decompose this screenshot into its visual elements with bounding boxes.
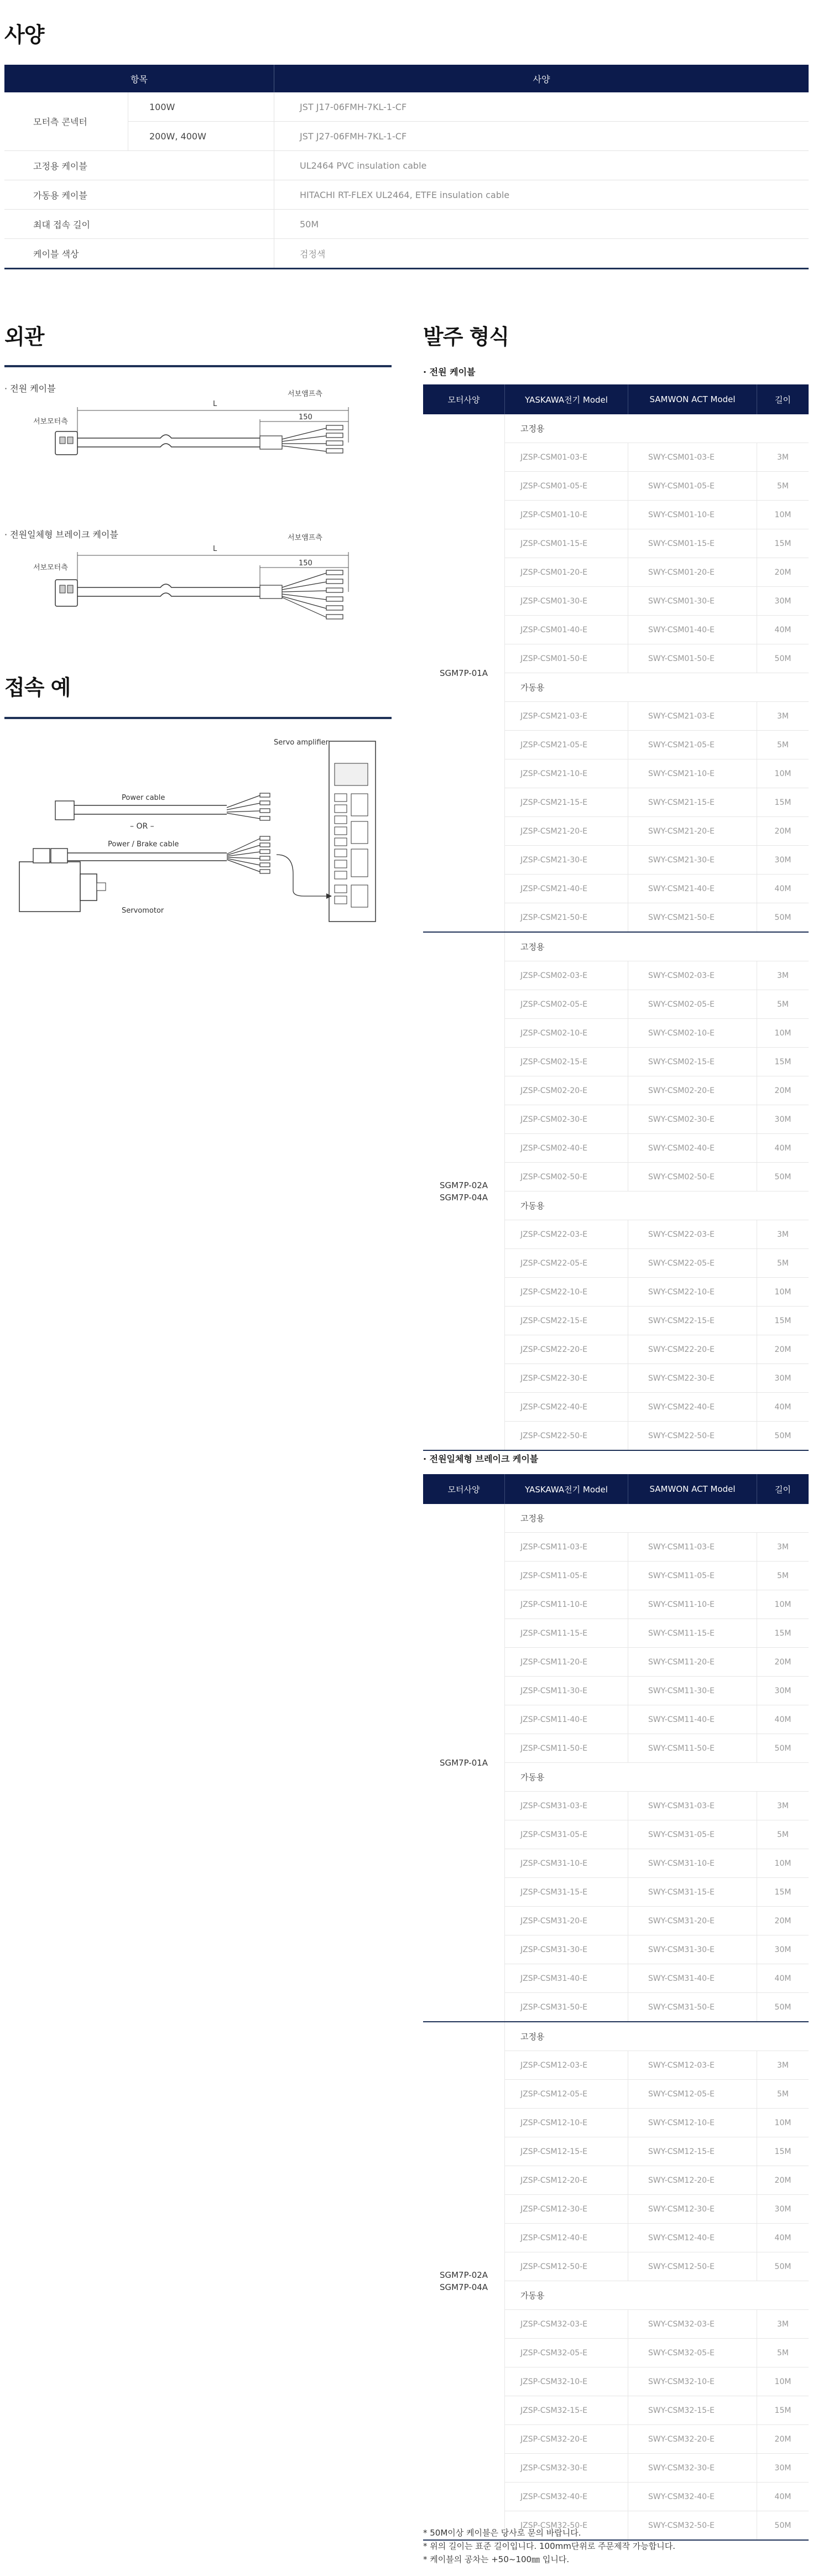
- length-cell: 40M: [757, 2483, 809, 2511]
- group-label: 고정용: [505, 1504, 809, 1533]
- order-brake-label: · 전원일체형 브레이크 케이블: [423, 1454, 539, 1464]
- spec-value: HITACHI RT-FLEX UL2464, ETFE insulation cable: [274, 180, 809, 210]
- yaskawa-model-cell: JZSP-CSM02-15-E: [505, 1048, 628, 1076]
- order-power-table: [423, 384, 809, 1451]
- group-label: 고정용: [505, 932, 809, 961]
- samwon-model-cell: SWY-CSM12-20-E: [628, 2166, 757, 2195]
- samwon-model-cell: SWY-CSM12-10-E: [628, 2109, 757, 2137]
- length-cell: 20M: [757, 1907, 809, 1935]
- samwon-model-cell: SWY-CSM21-03-E: [628, 702, 757, 731]
- table-row: [4, 151, 809, 180]
- table-row: [4, 239, 809, 269]
- table-row: [4, 210, 809, 239]
- yaskawa-model-cell: JZSP-CSM11-30-E: [505, 1677, 628, 1705]
- samwon-model-cell: SWY-CSM21-50-E: [628, 903, 757, 933]
- length-cell: 30M: [757, 2454, 809, 2483]
- samwon-model-cell: SWY-CSM31-15-E: [628, 1878, 757, 1907]
- spec-value: 검정색: [274, 239, 809, 269]
- length-cell: 20M: [757, 817, 809, 846]
- group-label: 가동용: [505, 1191, 809, 1220]
- yaskawa-model-cell: JZSP-CSM02-40-E: [505, 1134, 628, 1163]
- samwon-model-cell: SWY-CSM01-40-E: [628, 616, 757, 644]
- yaskawa-model-cell: JZSP-CSM21-20-E: [505, 817, 628, 846]
- power-cable-text: Power cable: [122, 794, 165, 802]
- power-brake-cable-text: Power / Brake cable: [108, 840, 179, 849]
- yaskawa-model-cell: JZSP-CSM31-05-E: [505, 1820, 628, 1849]
- yaskawa-model-cell: JZSP-CSM12-10-E: [505, 2109, 628, 2137]
- samwon-model-cell: SWY-CSM21-10-E: [628, 759, 757, 788]
- group-label: 고정용: [505, 414, 809, 443]
- group-label: 가동용: [505, 1763, 809, 1792]
- length-cell: 15M: [757, 1878, 809, 1907]
- group-row: [423, 932, 809, 961]
- group-label: 가동용: [505, 673, 809, 702]
- connection-rule: [4, 717, 392, 719]
- length-cell: 15M: [757, 1048, 809, 1076]
- yaskawa-model-cell: JZSP-CSM22-20-E: [505, 1335, 628, 1364]
- samwon-model-cell: SWY-CSM01-15-E: [628, 529, 757, 558]
- length-cell: 3M: [757, 1533, 809, 1562]
- length-cell: 40M: [757, 1393, 809, 1422]
- samwon-model-cell: SWY-CSM02-10-E: [628, 1019, 757, 1048]
- samwon-model-cell: SWY-CSM32-50-E: [628, 2511, 757, 2541]
- samwon-model-cell: SWY-CSM21-30-E: [628, 846, 757, 875]
- samwon-model-cell: SWY-CSM31-05-E: [628, 1820, 757, 1849]
- yaskawa-model-cell: JZSP-CSM11-03-E: [505, 1533, 628, 1562]
- spec-table: [4, 65, 809, 269]
- length-cell: 15M: [757, 529, 809, 558]
- note-2: * 위의 길이는 표준 길이입니다. 100mm단위로 주문제작 가능합니다.: [423, 2541, 676, 2551]
- order-title: 발주 형식: [423, 325, 509, 349]
- length-cell: 15M: [757, 1619, 809, 1648]
- yaskawa-model-cell: JZSP-CSM31-15-E: [505, 1878, 628, 1907]
- col-samwon: SAMWON ACT Model: [628, 1474, 757, 1504]
- samwon-model-cell: SWY-CSM01-05-E: [628, 472, 757, 501]
- yaskawa-model-cell: JZSP-CSM32-10-E: [505, 2367, 628, 2396]
- table-row: [4, 180, 809, 210]
- samwon-model-cell: SWY-CSM31-40-E: [628, 1964, 757, 1993]
- yaskawa-model-cell: JZSP-CSM01-30-E: [505, 587, 628, 616]
- length-cell: 5M: [757, 472, 809, 501]
- length-cell: 3M: [757, 2310, 809, 2339]
- length-cell: 10M: [757, 2367, 809, 2396]
- motor-spec-cell: SGM7P-02A SGM7P-04A: [423, 932, 505, 1450]
- samwon-model-cell: SWY-CSM02-20-E: [628, 1076, 757, 1105]
- samwon-model-cell: SWY-CSM22-40-E: [628, 1393, 757, 1422]
- samwon-model-cell: SWY-CSM32-20-E: [628, 2425, 757, 2454]
- samwon-model-cell: SWY-CSM21-05-E: [628, 731, 757, 759]
- length-cell: 40M: [757, 1134, 809, 1163]
- yaskawa-model-cell: JZSP-CSM11-50-E: [505, 1734, 628, 1763]
- yaskawa-model-cell: JZSP-CSM12-40-E: [505, 2224, 628, 2252]
- yaskawa-model-cell: JZSP-CSM01-10-E: [505, 501, 628, 529]
- samwon-model-cell: SWY-CSM22-50-E: [628, 1422, 757, 1451]
- yaskawa-model-cell: JZSP-CSM22-05-E: [505, 1249, 628, 1278]
- group-label: 가동용: [505, 2281, 809, 2310]
- samwon-model-cell: SWY-CSM11-05-E: [628, 1562, 757, 1590]
- spec-title: 사양: [4, 23, 44, 47]
- spec-value: JST J27-06FMH-7KL-1-CF: [274, 122, 809, 151]
- dim-L-label: L: [213, 545, 217, 553]
- motor-spec-cell: SGM7P-01A: [423, 414, 505, 932]
- dim-L-label: L: [213, 400, 217, 408]
- length-cell: 5M: [757, 1249, 809, 1278]
- samwon-model-cell: SWY-CSM11-20-E: [628, 1648, 757, 1677]
- length-cell: 3M: [757, 1792, 809, 1820]
- samwon-model-cell: SWY-CSM02-03-E: [628, 961, 757, 990]
- samwon-model-cell: SWY-CSM01-03-E: [628, 443, 757, 472]
- yaskawa-model-cell: JZSP-CSM12-30-E: [505, 2195, 628, 2224]
- length-cell: 50M: [757, 1734, 809, 1763]
- yaskawa-model-cell: JZSP-CSM21-05-E: [505, 731, 628, 759]
- yaskawa-model-cell: JZSP-CSM32-30-E: [505, 2454, 628, 2483]
- yaskawa-model-cell: JZSP-CSM21-50-E: [505, 903, 628, 933]
- length-cell: 10M: [757, 1590, 809, 1619]
- length-cell: 5M: [757, 2080, 809, 2109]
- connector-icon: [55, 801, 74, 820]
- yaskawa-model-cell: JZSP-CSM22-50-E: [505, 1422, 628, 1451]
- yaskawa-model-cell: JZSP-CSM02-50-E: [505, 1163, 628, 1191]
- length-cell: 20M: [757, 2166, 809, 2195]
- samwon-model-cell: SWY-CSM22-03-E: [628, 1220, 757, 1249]
- group-label: 고정용: [505, 2022, 809, 2051]
- length-cell: 20M: [757, 1648, 809, 1677]
- length-cell: 20M: [757, 2425, 809, 2454]
- note-1: * 50M이상 케이블은 당사로 문의 바랍니다.: [423, 2528, 581, 2538]
- samwon-model-cell: SWY-CSM21-40-E: [628, 875, 757, 903]
- col-motor: 모터사양: [423, 384, 505, 414]
- samwon-model-cell: SWY-CSM02-50-E: [628, 1163, 757, 1191]
- group-row: [423, 1504, 809, 1533]
- motor-spec-cell: SGM7P-01A: [423, 1504, 505, 2022]
- yaskawa-model-cell: JZSP-CSM12-03-E: [505, 2051, 628, 2080]
- samwon-model-cell: SWY-CSM32-03-E: [628, 2310, 757, 2339]
- samwon-model-cell: SWY-CSM12-05-E: [628, 2080, 757, 2109]
- samwon-model-cell: SWY-CSM22-10-E: [628, 1278, 757, 1307]
- samwon-model-cell: SWY-CSM21-20-E: [628, 817, 757, 846]
- dim-150-label: 150: [299, 413, 312, 421]
- length-cell: 10M: [757, 1278, 809, 1307]
- connection-title: 접속 예: [4, 675, 71, 700]
- samwon-model-cell: SWY-CSM31-30-E: [628, 1935, 757, 1964]
- col-yaskawa: YASKAWA전기 Model: [505, 1474, 628, 1504]
- servo-amplifier-label: Servo amplifier: [274, 738, 329, 747]
- yaskawa-model-cell: JZSP-CSM21-40-E: [505, 875, 628, 903]
- length-cell: 5M: [757, 990, 809, 1019]
- samwon-model-cell: SWY-CSM22-20-E: [628, 1335, 757, 1364]
- samwon-model-cell: SWY-CSM01-50-E: [628, 644, 757, 673]
- yaskawa-model-cell: JZSP-CSM22-30-E: [505, 1364, 628, 1393]
- col-length: 길이: [757, 384, 809, 414]
- spec-label: 고정용 케이블: [4, 151, 274, 180]
- yaskawa-model-cell: JZSP-CSM02-20-E: [505, 1076, 628, 1105]
- spec-header-item: 항목: [4, 65, 274, 92]
- yaskawa-model-cell: JZSP-CSM12-05-E: [505, 2080, 628, 2109]
- samwon-model-cell: SWY-CSM01-30-E: [628, 587, 757, 616]
- length-cell: 30M: [757, 587, 809, 616]
- connection-diagram: [17, 730, 387, 929]
- yaskawa-model-cell: JZSP-CSM32-03-E: [505, 2310, 628, 2339]
- length-cell: 10M: [757, 1019, 809, 1048]
- yaskawa-model-cell: JZSP-CSM01-20-E: [505, 558, 628, 587]
- yaskawa-model-cell: JZSP-CSM31-40-E: [505, 1964, 628, 1993]
- samwon-model-cell: SWY-CSM21-15-E: [628, 788, 757, 817]
- col-yaskawa: YASKAWA전기 Model: [505, 384, 628, 414]
- appearance-title: 외관: [4, 325, 44, 349]
- motor-connector-icon: [55, 580, 77, 606]
- length-cell: 40M: [757, 2224, 809, 2252]
- yaskawa-model-cell: JZSP-CSM22-40-E: [505, 1393, 628, 1422]
- length-cell: 20M: [757, 1335, 809, 1364]
- yaskawa-model-cell: JZSP-CSM02-05-E: [505, 990, 628, 1019]
- col-samwon: SAMWON ACT Model: [628, 384, 757, 414]
- col-motor: 모터사양: [423, 1474, 505, 1504]
- spec-sub: 100W: [128, 92, 274, 122]
- samwon-model-cell: SWY-CSM12-40-E: [628, 2224, 757, 2252]
- length-cell: 50M: [757, 1163, 809, 1191]
- length-cell: 10M: [757, 2109, 809, 2137]
- samwon-model-cell: SWY-CSM31-20-E: [628, 1907, 757, 1935]
- spec-header-spec: 사양: [274, 65, 809, 92]
- yaskawa-model-cell: JZSP-CSM32-20-E: [505, 2425, 628, 2454]
- samwon-model-cell: SWY-CSM12-30-E: [628, 2195, 757, 2224]
- yaskawa-model-cell: JZSP-CSM31-20-E: [505, 1907, 628, 1935]
- yaskawa-model-cell: JZSP-CSM21-03-E: [505, 702, 628, 731]
- samwon-model-cell: SWY-CSM11-10-E: [628, 1590, 757, 1619]
- length-cell: 3M: [757, 961, 809, 990]
- length-cell: 30M: [757, 1105, 809, 1134]
- length-cell: 30M: [757, 846, 809, 875]
- samwon-model-cell: SWY-CSM22-30-E: [628, 1364, 757, 1393]
- or-text: – OR –: [130, 822, 154, 831]
- length-cell: 40M: [757, 875, 809, 903]
- length-cell: 15M: [757, 788, 809, 817]
- note-3: * 케이블의 공차는 +50~100㎜ 입니다.: [423, 2554, 570, 2564]
- yaskawa-model-cell: JZSP-CSM32-50-E: [505, 2511, 628, 2541]
- yaskawa-model-cell: JZSP-CSM21-30-E: [505, 846, 628, 875]
- length-cell: 50M: [757, 2511, 809, 2541]
- table-row: [4, 92, 809, 122]
- length-cell: 5M: [757, 1820, 809, 1849]
- yaskawa-model-cell: JZSP-CSM12-50-E: [505, 2252, 628, 2281]
- samwon-model-cell: SWY-CSM01-20-E: [628, 558, 757, 587]
- length-cell: 40M: [757, 1964, 809, 1993]
- motor-connector-icon: [55, 431, 77, 455]
- yaskawa-model-cell: JZSP-CSM22-03-E: [505, 1220, 628, 1249]
- yaskawa-model-cell: JZSP-CSM32-05-E: [505, 2339, 628, 2367]
- length-cell: 50M: [757, 1993, 809, 2022]
- length-cell: 50M: [757, 903, 809, 933]
- servo-motor-side-label: 서보모터측: [33, 564, 68, 572]
- length-cell: 3M: [757, 2051, 809, 2080]
- yaskawa-model-cell: JZSP-CSM11-40-E: [505, 1705, 628, 1734]
- yaskawa-model-cell: JZSP-CSM31-50-E: [505, 1993, 628, 2022]
- power-cable-label: · 전원 케이블: [4, 383, 56, 394]
- yaskawa-model-cell: JZSP-CSM11-15-E: [505, 1619, 628, 1648]
- group-row: [423, 414, 809, 443]
- samwon-model-cell: SWY-CSM32-40-E: [628, 2483, 757, 2511]
- samwon-model-cell: SWY-CSM11-15-E: [628, 1619, 757, 1648]
- samwon-model-cell: SWY-CSM22-05-E: [628, 1249, 757, 1278]
- samwon-model-cell: SWY-CSM31-10-E: [628, 1849, 757, 1878]
- yaskawa-model-cell: JZSP-CSM11-20-E: [505, 1648, 628, 1677]
- spec-label: 가동용 케이블: [4, 180, 274, 210]
- length-cell: 50M: [757, 1422, 809, 1451]
- length-cell: 30M: [757, 1935, 809, 1964]
- motor-spec-cell: SGM7P-02A SGM7P-04A: [423, 2022, 505, 2540]
- yaskawa-model-cell: JZSP-CSM22-15-E: [505, 1307, 628, 1335]
- samwon-model-cell: SWY-CSM02-15-E: [628, 1048, 757, 1076]
- servo-amp-side-label: 서보앰프측: [288, 390, 322, 398]
- group-row: [423, 2022, 809, 2051]
- yaskawa-model-cell: JZSP-CSM21-15-E: [505, 788, 628, 817]
- samwon-model-cell: SWY-CSM02-30-E: [628, 1105, 757, 1134]
- samwon-model-cell: SWY-CSM31-03-E: [628, 1792, 757, 1820]
- yaskawa-model-cell: JZSP-CSM11-05-E: [505, 1562, 628, 1590]
- length-cell: 5M: [757, 731, 809, 759]
- yaskawa-model-cell: JZSP-CSM01-03-E: [505, 443, 628, 472]
- samwon-model-cell: SWY-CSM12-03-E: [628, 2051, 757, 2080]
- samwon-model-cell: SWY-CSM12-15-E: [628, 2137, 757, 2166]
- spec-label: 최대 접속 길이: [4, 210, 274, 239]
- length-cell: 30M: [757, 1364, 809, 1393]
- spec-value: UL2464 PVC insulation cable: [274, 151, 809, 180]
- appearance-rule: [4, 365, 392, 367]
- spec-value: 50M: [274, 210, 809, 239]
- length-cell: 5M: [757, 1562, 809, 1590]
- spec-label: 케이블 색상: [4, 239, 274, 269]
- samwon-model-cell: SWY-CSM32-15-E: [628, 2396, 757, 2425]
- length-cell: 10M: [757, 501, 809, 529]
- length-cell: 10M: [757, 759, 809, 788]
- servo-motor-side-label: 서보모터측: [33, 418, 68, 426]
- servo-amp-side-label: 서보앰프측: [288, 534, 322, 542]
- samwon-model-cell: SWY-CSM01-10-E: [628, 501, 757, 529]
- yaskawa-model-cell: JZSP-CSM31-03-E: [505, 1792, 628, 1820]
- samwon-model-cell: SWY-CSM11-03-E: [628, 1533, 757, 1562]
- length-cell: 50M: [757, 2252, 809, 2281]
- yaskawa-model-cell: JZSP-CSM32-40-E: [505, 2483, 628, 2511]
- samwon-model-cell: SWY-CSM12-50-E: [628, 2252, 757, 2281]
- length-cell: 30M: [757, 2195, 809, 2224]
- samwon-model-cell: SWY-CSM02-40-E: [628, 1134, 757, 1163]
- length-cell: 15M: [757, 2396, 809, 2425]
- samwon-model-cell: SWY-CSM02-05-E: [628, 990, 757, 1019]
- yaskawa-model-cell: JZSP-CSM02-10-E: [505, 1019, 628, 1048]
- yaskawa-model-cell: JZSP-CSM02-03-E: [505, 961, 628, 990]
- col-length: 길이: [757, 1474, 809, 1504]
- length-cell: 15M: [757, 1307, 809, 1335]
- length-cell: 10M: [757, 1849, 809, 1878]
- yaskawa-model-cell: JZSP-CSM01-40-E: [505, 616, 628, 644]
- yaskawa-model-cell: JZSP-CSM12-15-E: [505, 2137, 628, 2166]
- samwon-model-cell: SWY-CSM22-15-E: [628, 1307, 757, 1335]
- yaskawa-model-cell: JZSP-CSM02-30-E: [505, 1105, 628, 1134]
- length-cell: 30M: [757, 1677, 809, 1705]
- spec-value: JST J17-06FMH-7KL-1-CF: [274, 92, 809, 122]
- dim-150-label: 150: [299, 559, 312, 568]
- brake-cable-drawing: [17, 531, 387, 636]
- length-cell: 3M: [757, 702, 809, 731]
- length-cell: 20M: [757, 1076, 809, 1105]
- length-cell: 40M: [757, 616, 809, 644]
- samwon-model-cell: SWY-CSM32-05-E: [628, 2339, 757, 2367]
- yaskawa-model-cell: JZSP-CSM31-10-E: [505, 1849, 628, 1878]
- yaskawa-model-cell: JZSP-CSM22-10-E: [505, 1278, 628, 1307]
- samwon-model-cell: SWY-CSM32-10-E: [628, 2367, 757, 2396]
- yaskawa-model-cell: JZSP-CSM11-10-E: [505, 1590, 628, 1619]
- samwon-model-cell: SWY-CSM11-40-E: [628, 1705, 757, 1734]
- yaskawa-model-cell: JZSP-CSM21-10-E: [505, 759, 628, 788]
- length-cell: 50M: [757, 644, 809, 673]
- samwon-model-cell: SWY-CSM31-50-E: [628, 1993, 757, 2022]
- order-power-label: · 전원 케이블: [423, 367, 476, 377]
- length-cell: 3M: [757, 1220, 809, 1249]
- yaskawa-model-cell: JZSP-CSM31-30-E: [505, 1935, 628, 1964]
- samwon-model-cell: SWY-CSM32-30-E: [628, 2454, 757, 2483]
- order-brake-table: [423, 1474, 809, 2541]
- spec-sub: 200W, 400W: [128, 122, 274, 151]
- yaskawa-model-cell: JZSP-CSM32-15-E: [505, 2396, 628, 2425]
- brake-cable-label: · 전원일체형 브레이크 케이블: [4, 529, 118, 540]
- yaskawa-model-cell: JZSP-CSM01-05-E: [505, 472, 628, 501]
- length-cell: 20M: [757, 558, 809, 587]
- yaskawa-model-cell: JZSP-CSM12-20-E: [505, 2166, 628, 2195]
- samwon-model-cell: SWY-CSM11-30-E: [628, 1677, 757, 1705]
- servomotor-icon: [19, 862, 80, 912]
- power-cable-drawing: [17, 387, 387, 492]
- length-cell: 5M: [757, 2339, 809, 2367]
- spec-label: 모터측 콘넥터: [4, 92, 128, 151]
- yaskawa-model-cell: JZSP-CSM01-15-E: [505, 529, 628, 558]
- samwon-model-cell: SWY-CSM11-50-E: [628, 1734, 757, 1763]
- yaskawa-model-cell: JZSP-CSM01-50-E: [505, 644, 628, 673]
- length-cell: 15M: [757, 2137, 809, 2166]
- length-cell: 3M: [757, 443, 809, 472]
- servomotor-label: Servomotor: [122, 907, 164, 915]
- length-cell: 40M: [757, 1705, 809, 1734]
